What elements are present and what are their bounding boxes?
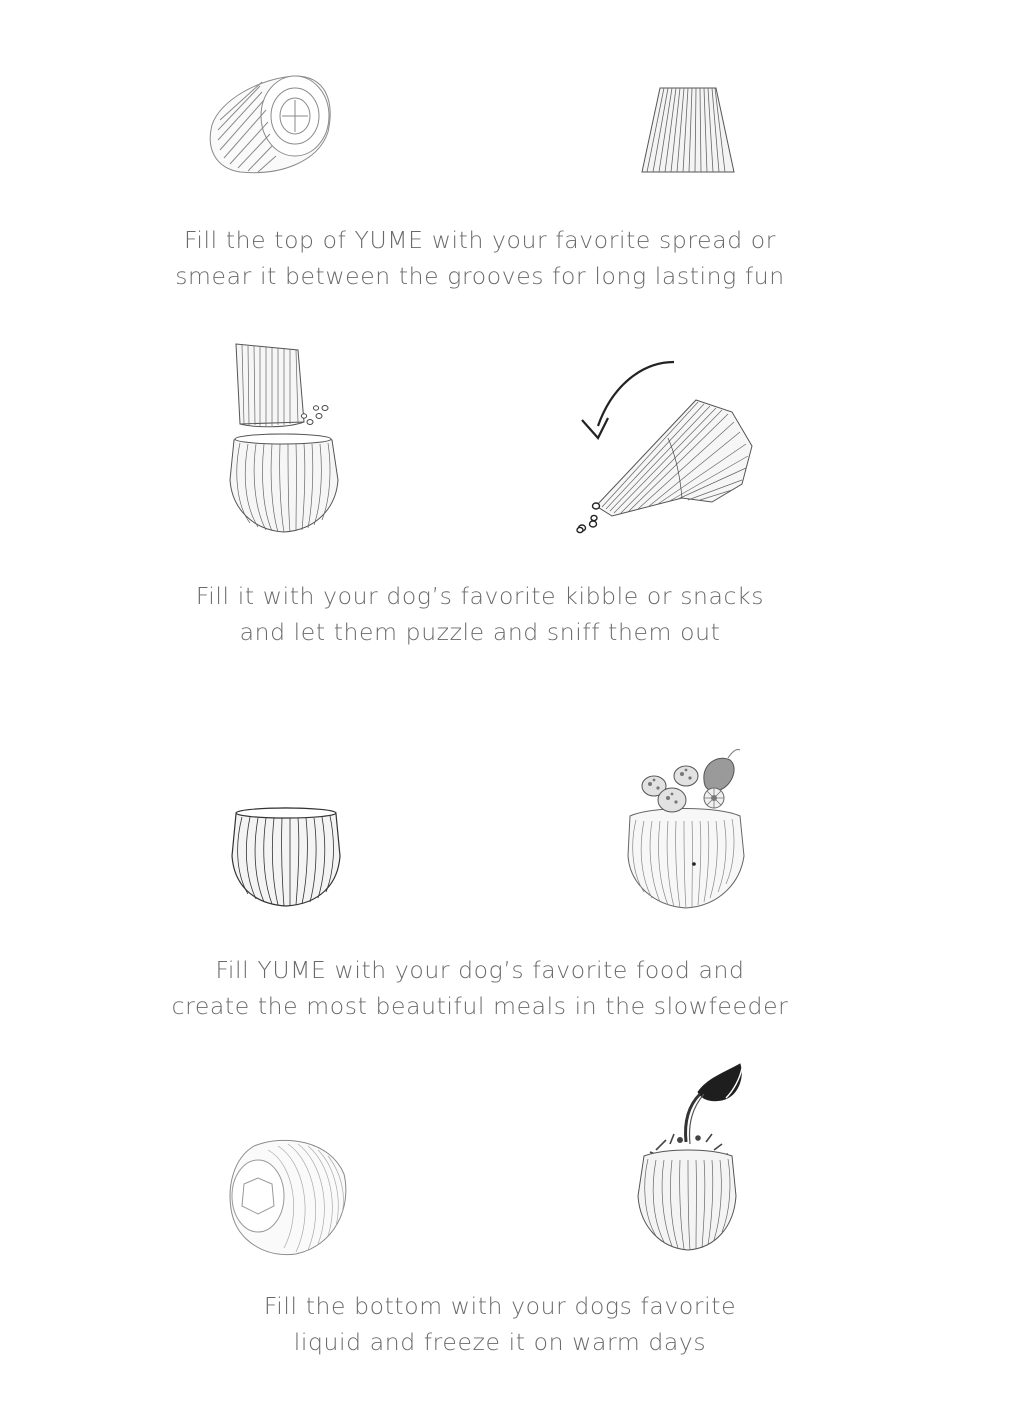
step-1-caption bbox=[0, 222, 960, 294]
toy-bottom-tilted-icon bbox=[224, 1134, 352, 1258]
caption-line: liquid and freeze it on warm days bbox=[293, 1328, 707, 1356]
caption-line: Fill it with your dog’s favorite kibble or snacks bbox=[195, 582, 765, 610]
caption-line: Fill the top of YUME with your favorite spread or bbox=[183, 226, 777, 254]
caption-line: Fill YUME with your dog’s favorite food and bbox=[215, 956, 745, 984]
cone-top-tilted-icon bbox=[200, 70, 340, 180]
step-2-caption bbox=[0, 578, 960, 650]
bowl-filled-food-icon bbox=[622, 744, 748, 912]
caption-line: create the most beautiful meals in the slowfeeder bbox=[171, 992, 789, 1020]
bowl-liquid-pour-icon bbox=[630, 1060, 746, 1256]
caption-line: and let them puzzle and sniff them out bbox=[239, 618, 721, 646]
toy-opened-with-kibble-icon bbox=[226, 340, 346, 536]
toy-assembled-rolling-kibble-icon bbox=[572, 356, 758, 536]
step-4-caption bbox=[20, 1288, 980, 1360]
cone-upright-icon bbox=[638, 84, 738, 176]
caption-line: Fill the bottom with your dogs favorite bbox=[263, 1292, 737, 1320]
step-3-caption bbox=[0, 952, 960, 1024]
bowl-empty-icon bbox=[230, 804, 342, 910]
caption-line: smear it between the grooves for long lasting fun bbox=[175, 262, 785, 290]
